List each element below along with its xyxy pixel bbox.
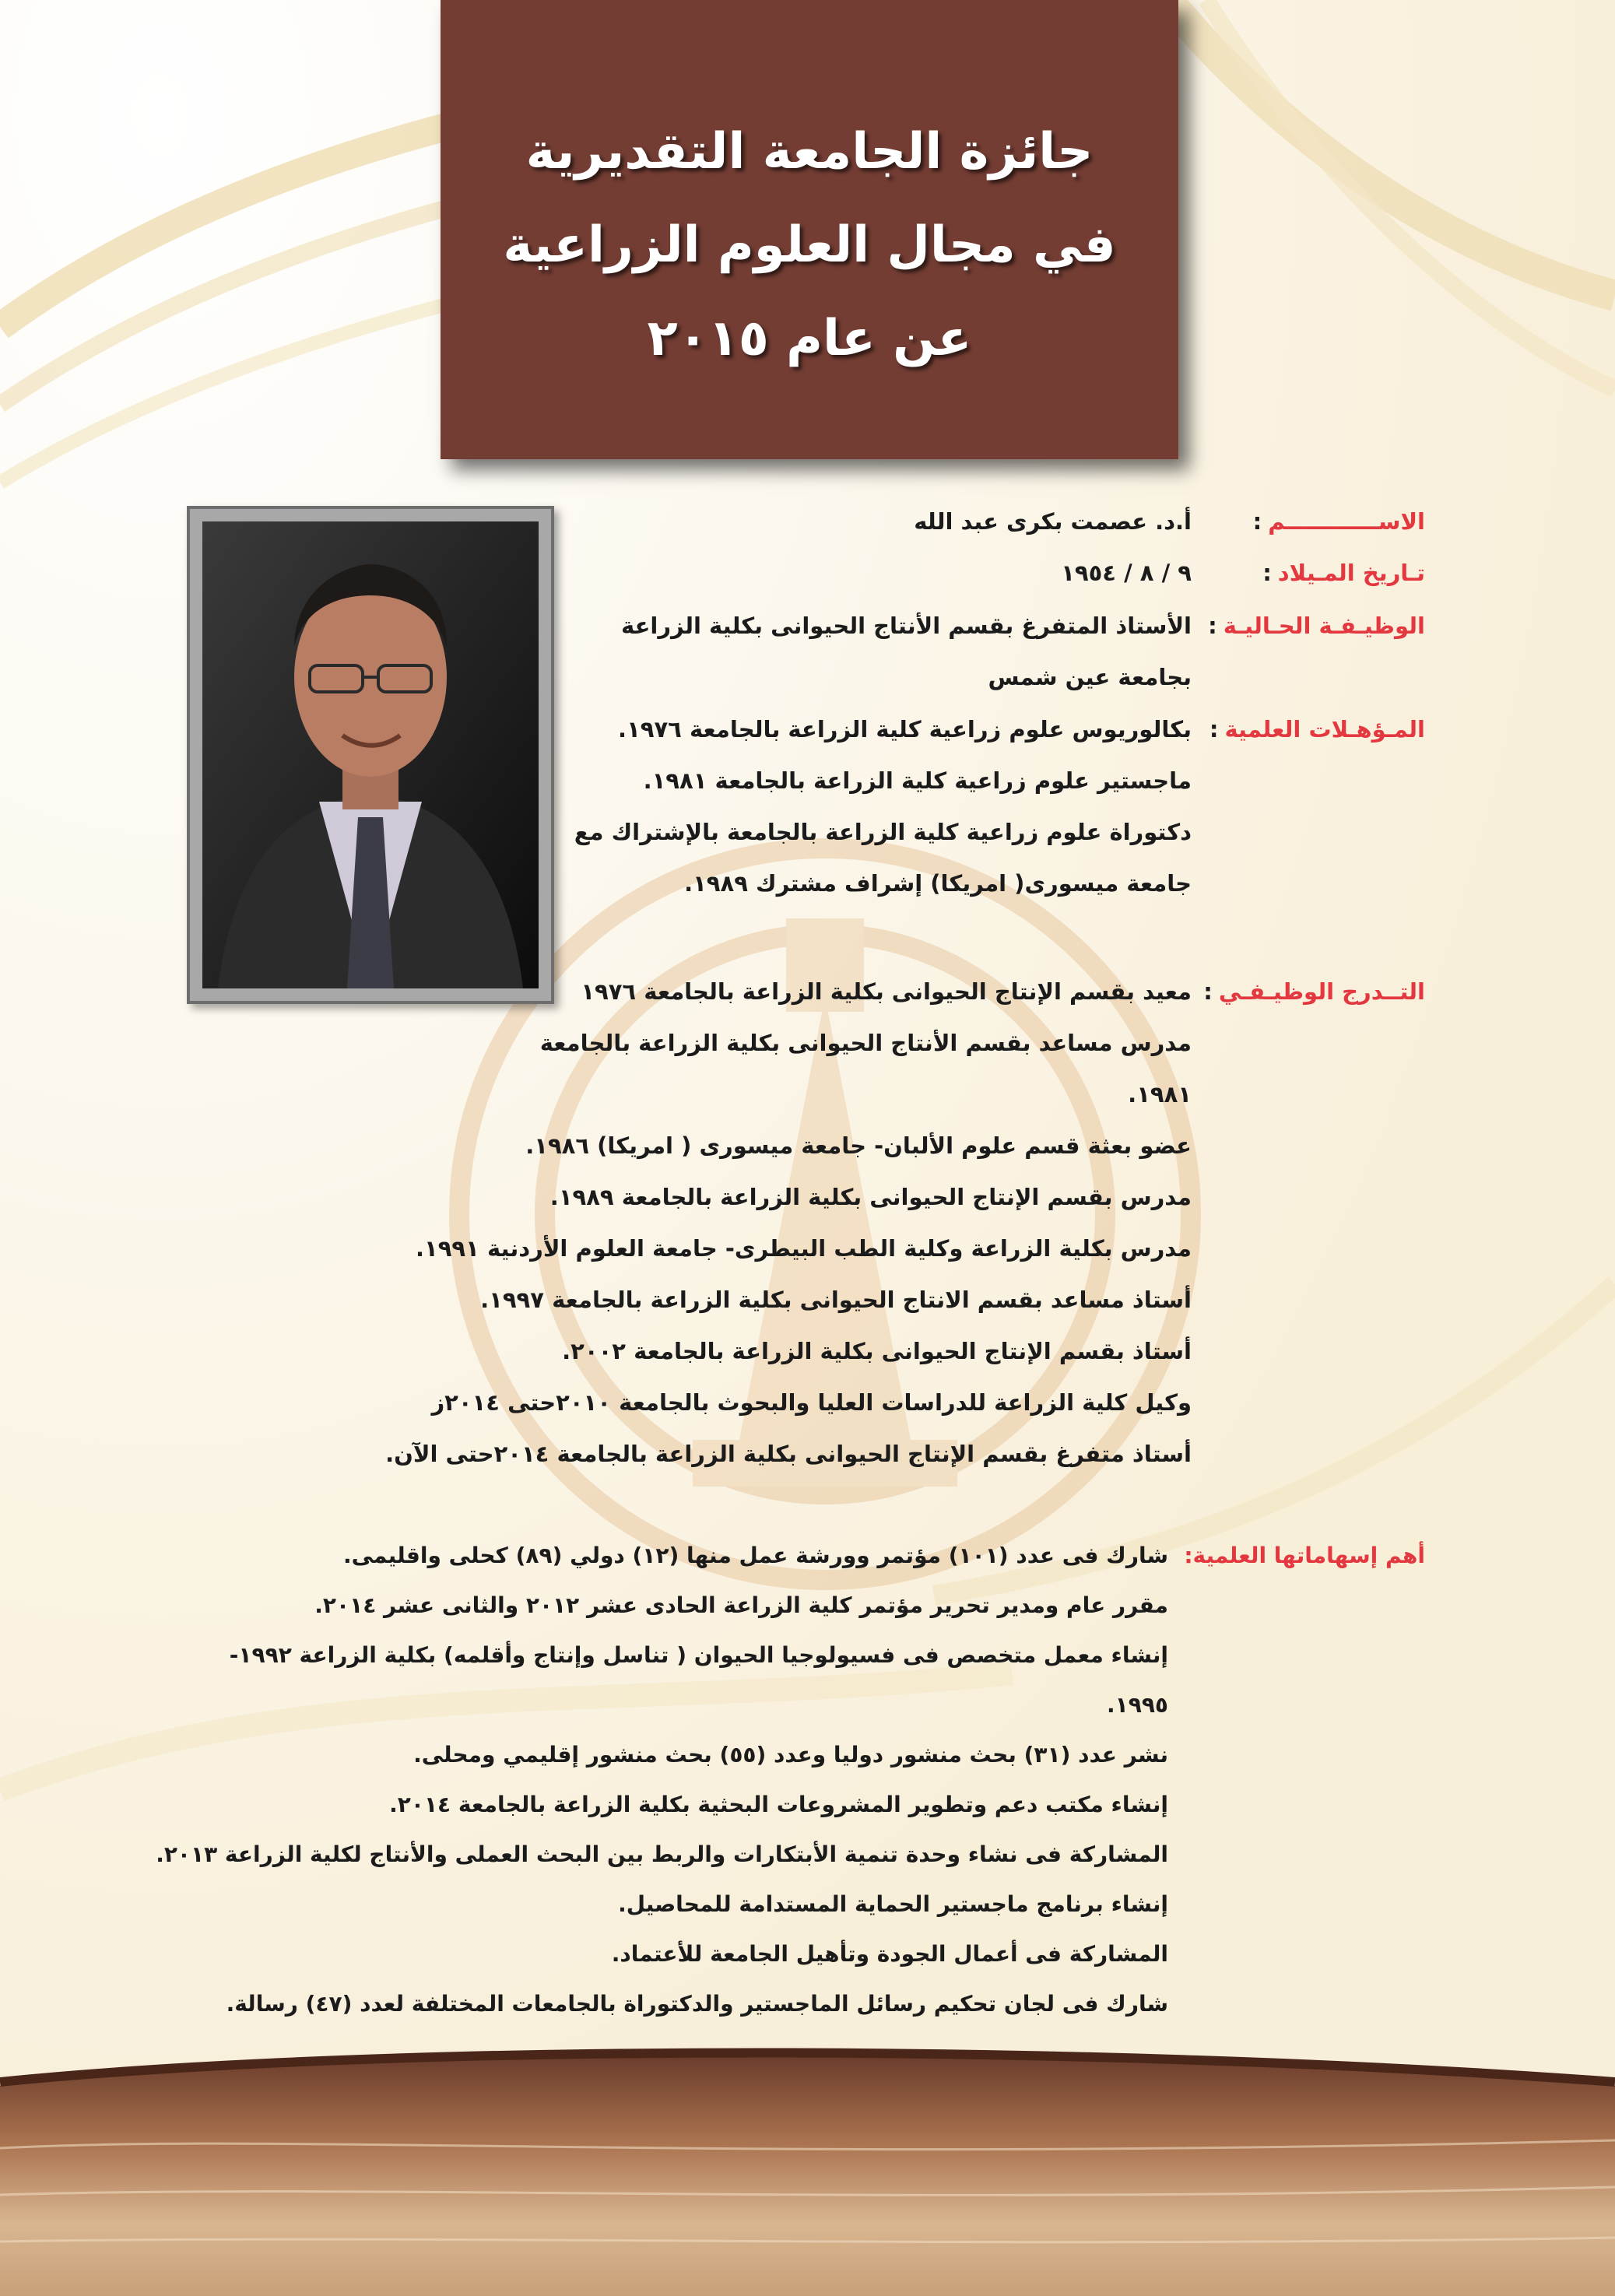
career-item: مدرس بقسم الإنتاج الحيوانى بكلية الزراعة بالجامعة ١٩٨٩.: [549, 1184, 1192, 1210]
qualifications-label: المـؤهـلات العلمية:: [1209, 716, 1425, 743]
contribution-item: ١٩٩٥.: [1107, 1692, 1168, 1718]
contribution-item: المشاركة فى أعمال الجودة وتأهيل الجامعة للأعتماد.: [611, 1941, 1168, 1967]
career-item: وكيل كلية الزراعة للدراسات العليا والبحوث بالجامعة ٢٠١٠حتى ٢٠١٤ز: [431, 1389, 1192, 1416]
qualifications-row: [574, 704, 1425, 909]
name-value: أ.د. عصمت بكرى عبد الله: [914, 508, 1192, 535]
birth-date-label: تـاريخ المـيلاد:: [1262, 560, 1425, 586]
qualification-item: ماجستير علوم زراعية كلية الزراعة بالجامعة ١٩٨١.: [643, 767, 1192, 794]
contribution-item: شارك فى لجان تحكيم رسائل الماجستير والدكتوراة بالجامعات المختلفة لعدد (٤٧) رسالة.: [226, 1991, 1168, 2017]
career-row: [385, 966, 1425, 1480]
portrait-photo: [187, 506, 554, 1004]
career-item: عضو بعثة قسم علوم الألبان- جامعة ميسورى ( امريكا) ١٩٨٦.: [525, 1132, 1192, 1159]
current-job-line: الأستاذ المتفرغ بقسم الأنتاج الحيوانى بكلية الزراعة: [621, 613, 1192, 639]
qualification-item: جامعة ميسورى( امريكا) إشراف مشترك ١٩٨٩.: [684, 870, 1192, 897]
award-title-line-1: جائزة الجامعة التقديرية: [525, 123, 1094, 181]
contribution-item: إنشاء معمل متخصص فى فسيولوجيا الحيوان ( تناسل وإنتاج وأقلمه) بكلية الزراعة ١٩٩٢-: [229, 1642, 1168, 1668]
qualifications-value: [574, 704, 1192, 909]
career-item: أستاذ متفرغ بقسم الإنتاج الحيوانى بكلية الزراعة بالجامعة ٢٠١٤حتى الآن.: [385, 1441, 1192, 1467]
career-item: مدرس بكلية الزراعة وكلية الطب البيطرى- جامعة العلوم الأردنية ١٩٩١.: [416, 1235, 1192, 1262]
current-job-value: [621, 600, 1192, 703]
qualification-item: دكتوراة علوم زراعية كلية الزراعة بالجامعة بالإشتراك مع: [574, 819, 1192, 845]
award-title-line-3: عن عام ٢٠١٥: [647, 310, 972, 367]
name-label: الاســــــــــــم:: [1252, 508, 1425, 535]
award-title-line-2: في مجال العلوم الزراعية: [503, 216, 1116, 274]
contributions-value: [156, 1531, 1168, 2029]
birth-date-value: ٩ / ٨ / ١٩٥٤: [1061, 560, 1192, 586]
current-job-label: الوظيـفـة الحـاليـة:: [1208, 613, 1425, 639]
career-item: ١٩٨١.: [1128, 1081, 1192, 1108]
contribution-item: شارك فى عدد (١٠١) مؤتمر وورشة عمل منها (١٢) دولي (٨٩) كحلى واقليمى.: [342, 1543, 1168, 1568]
qualification-item: بكالوريوس علوم زراعية كلية الزراعة بالجامعة ١٩٧٦.: [618, 716, 1192, 743]
birth-date-row: [1061, 547, 1425, 599]
award-title-box: [441, 0, 1178, 459]
career-value: [385, 966, 1192, 1480]
contribution-item: نشر عدد (٣١) بحث منشور دوليا وعدد (٥٥) بحث منشور إقليمي ومحلى.: [413, 1742, 1168, 1768]
contribution-item: إنشاء مكتب دعم وتطوير المشروعات البحثية بكلية الزراعة بالجامعة ٢٠١٤.: [389, 1792, 1168, 1817]
portrait-image: [202, 521, 539, 988]
current-job-row: [621, 600, 1425, 703]
career-item: معيد بقسم الإنتاج الحيوانى بكلية الزراعة بالجامعة ١٩٧٦: [581, 978, 1192, 1005]
career-item: أستاذ بقسم الإنتاج الحيوانى بكلية الزراعة بالجامعة ٢٠٠٢.: [562, 1338, 1192, 1364]
contributions-label: أهم إسهاماتها العلمية:: [1184, 1543, 1425, 1568]
career-item: مدرس مساعد بقسم الأنتاج الحيوانى بكلية الزراعة بالجامعة: [539, 1030, 1192, 1056]
contribution-item: مقرر عام ومدير تحرير مؤتمر كلية الزراعة الحادى عشر ٢٠١٢ والثانى عشر ٢٠١٤.: [314, 1592, 1168, 1618]
contribution-item: إنشاء برنامج ماجستير الحماية المستدامة للمحاصيل.: [618, 1891, 1168, 1917]
contribution-item: المشاركة فى نشاء وحدة تنمية الأبتكارات والربط بين البحث العملى والأنتاج لكلية الزراعة ٢٠١٣.: [156, 1841, 1168, 1867]
bottom-decorative-band: [0, 2039, 1615, 2296]
contributions-row: [156, 1531, 1425, 2029]
current-job-line: بجامعة عين شمس: [988, 664, 1192, 690]
career-label: التــدرج الوظيـفـي:: [1203, 978, 1425, 1005]
name-row: [914, 496, 1425, 547]
career-item: أستاذ مساعد بقسم الانتاج الحيوانى بكلية الزراعة بالجامعة ١٩٩٧.: [480, 1287, 1192, 1313]
